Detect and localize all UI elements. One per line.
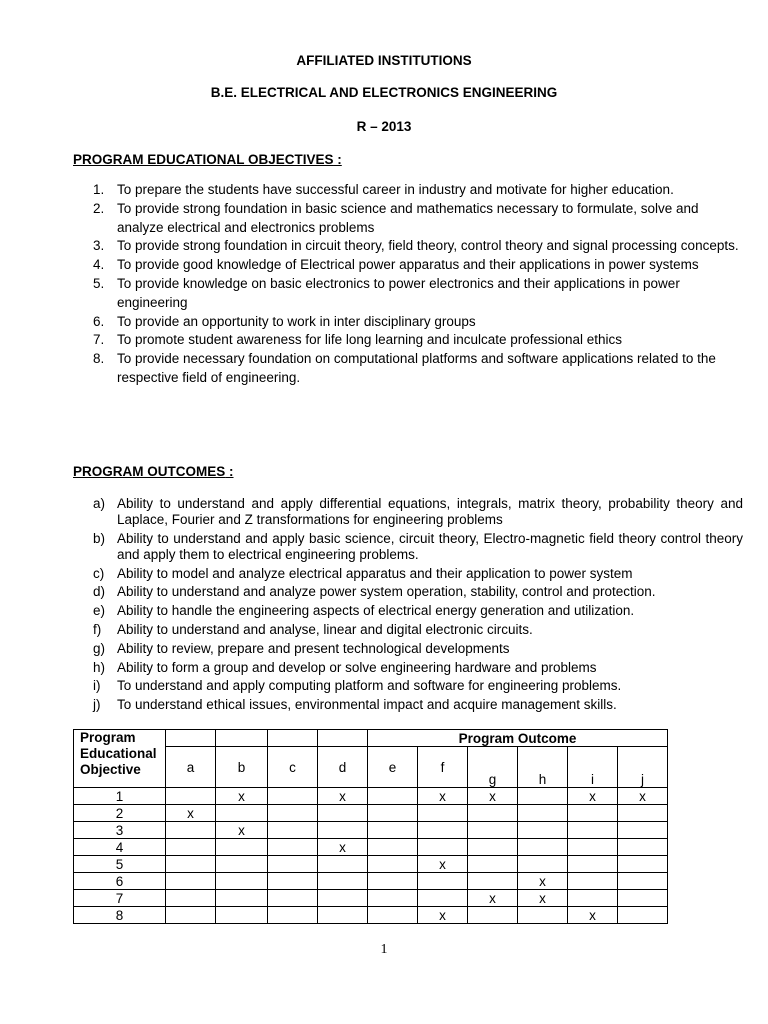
- po-item-text: Ability to understand and apply differential equations, integrals, matrix theory, probability theory and Laplace, Fourier and Z transformations for engineering problems: [117, 496, 743, 527]
- table-row: [74, 907, 668, 924]
- peo-number-cell: 1: [74, 788, 166, 805]
- mapping-cell: [568, 856, 618, 873]
- mapping-cell: [468, 907, 518, 924]
- table-row: [74, 873, 668, 890]
- po-item-text: Ability to review, prepare and present technological developments: [117, 640, 510, 656]
- table-header-row: [74, 730, 668, 747]
- po-item-letter: f): [93, 621, 102, 637]
- blank-header-cell: [268, 730, 318, 747]
- peo-item-text: To promote student awareness for life long learning and inculcate professional ethics: [117, 332, 623, 348]
- mapping-cell: [268, 890, 318, 907]
- table-row: [74, 856, 668, 873]
- mapping-cell: x: [568, 907, 618, 924]
- po-item-text: Ability to understand and analyze power system operation, stability, control and protection.: [117, 584, 656, 600]
- peo-item: [93, 237, 743, 256]
- mapping-cell: [368, 856, 418, 873]
- mapping-cell: [318, 805, 368, 822]
- program-outcome-header: Program Outcome: [368, 730, 668, 747]
- mapping-cell: [618, 856, 668, 873]
- mapping-cell: [368, 805, 418, 822]
- mapping-cell: [518, 788, 568, 805]
- mapping-cell: [216, 890, 268, 907]
- mapping-cell: [568, 890, 618, 907]
- po-item: [93, 697, 743, 713]
- po-item-letter: h): [93, 659, 106, 675]
- mapping-cell: [568, 839, 618, 856]
- peo-heading: [73, 152, 342, 167]
- mapping-cell: [618, 873, 668, 890]
- mapping-cell: [166, 907, 216, 924]
- column-header-h: h: [518, 747, 568, 788]
- peo-item: [93, 256, 743, 275]
- peo-item-text: To prepare the students have successful career in industry and motivate for higher education.: [117, 182, 674, 197]
- mapping-cell: [368, 822, 418, 839]
- peo-item-number: 6.: [93, 313, 105, 329]
- po-item-letter: a): [93, 496, 106, 511]
- mapping-cell: [268, 805, 318, 822]
- po-item-text: Ability to understand and analyse, linear and digital electronic circuits.: [117, 621, 533, 637]
- mapping-cell: [418, 805, 468, 822]
- mapping-cell: [216, 839, 268, 856]
- document-title: AFFILIATED INSTITUTIONS: [296, 53, 472, 68]
- peo-number-cell: 8: [74, 907, 166, 924]
- mapping-cell: [216, 856, 268, 873]
- mapping-cell: [318, 822, 368, 839]
- mapping-cell: [216, 907, 268, 924]
- po-item-text: Ability to handle the engineering aspects of electrical energy generation and utilization.: [117, 603, 635, 619]
- peo-item-number: 8.: [93, 351, 105, 367]
- po-heading-text: PROGRAM OUTCOMES: [73, 464, 226, 479]
- po-item: [93, 678, 743, 694]
- po-item: [93, 641, 743, 657]
- po-heading-colon: :: [225, 464, 234, 479]
- table-row: [74, 822, 668, 839]
- column-header-d: d: [318, 747, 368, 788]
- peo-item: [93, 275, 743, 313]
- po-item: [93, 566, 743, 582]
- mapping-cell: [166, 822, 216, 839]
- peo-number-cell: 3: [74, 822, 166, 839]
- mapping-cell: [618, 907, 668, 924]
- po-item-text: Ability to form a group and develop or solve engineering hardware and problems: [117, 659, 597, 675]
- po-item-text: To understand ethical issues, environmental impact and acquire management skills.: [117, 697, 617, 713]
- po-item-text: Ability to model and analyze electrical apparatus and their application to power system: [117, 565, 633, 581]
- mapping-cell: x: [216, 788, 268, 805]
- mapping-cell: [268, 839, 318, 856]
- blank-header-cell: [216, 730, 268, 747]
- peo-number-cell: 4: [74, 839, 166, 856]
- mapping-cell: x: [418, 856, 468, 873]
- mapping-cell: x: [318, 839, 368, 856]
- po-item: [93, 660, 743, 676]
- po-item-letter: c): [93, 565, 105, 581]
- mapping-cell: [518, 907, 568, 924]
- mapping-cell: [368, 873, 418, 890]
- peo-item-number: 7.: [93, 332, 105, 348]
- mapping-cell: x: [468, 890, 518, 907]
- page-number: 1: [380, 942, 388, 957]
- blank-header-cell: [318, 730, 368, 747]
- peo-item-number: 3.: [93, 238, 105, 254]
- mapping-cell: [318, 907, 368, 924]
- mapping-cell: [618, 839, 668, 856]
- mapping-cell: [418, 822, 468, 839]
- row-header-line: Educational: [80, 746, 157, 761]
- blank-header-cell: [166, 730, 216, 747]
- table-row: [74, 805, 668, 822]
- row-header-line: Objective: [80, 762, 141, 777]
- mapping-cell: [518, 805, 568, 822]
- po-heading: [73, 464, 234, 479]
- peo-number-cell: 5: [74, 856, 166, 873]
- mapping-cell: [568, 822, 618, 839]
- mapping-cell: [166, 839, 216, 856]
- peo-item: [93, 181, 743, 200]
- mapping-cell: [216, 873, 268, 890]
- po-item-letter: j): [93, 697, 101, 713]
- po-item-letter: i): [93, 678, 101, 694]
- po-item: [93, 496, 743, 528]
- po-item: [93, 622, 743, 638]
- po-item: [93, 584, 743, 600]
- row-header-line: Program: [80, 730, 136, 745]
- peo-item-text: To provide knowledge on basic electronics to power electronics and their applications in power engineering: [117, 275, 680, 310]
- mapping-cell: [268, 873, 318, 890]
- mapping-cell: [518, 839, 568, 856]
- mapping-cell: [166, 873, 216, 890]
- mapping-cell: [618, 890, 668, 907]
- mapping-cell: [618, 805, 668, 822]
- peo-heading-text: PROGRAM EDUCATIONAL OBJECTIVES: [73, 152, 334, 167]
- peo-item: [93, 331, 743, 350]
- mapping-cell: x: [216, 822, 268, 839]
- mapping-cell: [368, 839, 418, 856]
- mapping-cell: [468, 839, 518, 856]
- mapping-cell: [268, 788, 318, 805]
- mapping-cell: [618, 822, 668, 839]
- column-header-g: g: [468, 747, 518, 788]
- peo-number-cell: 6: [74, 873, 166, 890]
- mapping-cell: x: [318, 788, 368, 805]
- mapping-cell: x: [418, 788, 468, 805]
- mapping-cell: [166, 788, 216, 805]
- mapping-cell: x: [518, 890, 568, 907]
- mapping-cell: [368, 890, 418, 907]
- peo-number-cell: 7: [74, 890, 166, 907]
- table-row: [74, 839, 668, 856]
- mapping-cell: [216, 805, 268, 822]
- po-item: [93, 603, 743, 619]
- mapping-cell: x: [418, 907, 468, 924]
- mapping-cell: [518, 822, 568, 839]
- mapping-cell: [468, 873, 518, 890]
- po-item-text: To understand and apply computing platform and software for engineering problems.: [117, 678, 622, 694]
- mapping-cell: [268, 907, 318, 924]
- mapping-cell: [568, 873, 618, 890]
- peo-item-text: To provide necessary foundation on computational platforms and software applications related to the respective field of engineering.: [117, 351, 716, 385]
- column-header-j: j: [618, 747, 668, 788]
- mapping-cell: [318, 873, 368, 890]
- peo-item: [93, 200, 743, 238]
- mapping-cell: [368, 788, 418, 805]
- mapping-cell: [468, 856, 518, 873]
- peo-item-text: To provide strong foundation in basic science and mathematics necessary to formulate, solve and analyze electrical and electronics problems: [117, 200, 699, 235]
- peo-list: [93, 181, 743, 388]
- po-item-letter: b): [93, 530, 106, 546]
- mapping-cell: x: [468, 788, 518, 805]
- mapping-cell: [418, 873, 468, 890]
- table-row: [74, 890, 668, 907]
- peo-item: [93, 313, 743, 332]
- mapping-cell: [418, 839, 468, 856]
- peo-item-number: 2.: [93, 200, 105, 216]
- peo-number-cell: 2: [74, 805, 166, 822]
- po-item-letter: e): [93, 603, 106, 619]
- po-item-text: Ability to understand and apply basic science, circuit theory, Electro-magnetic field theory control theory and apply them to electrical engineering problems.: [117, 530, 743, 562]
- peo-item-text: To provide an opportunity to work in inter disciplinary groups: [117, 313, 476, 329]
- table-row: [74, 788, 668, 805]
- po-item-letter: d): [93, 584, 106, 600]
- column-header-f: f: [418, 747, 468, 788]
- mapping-cell: x: [568, 788, 618, 805]
- peo-item-number: 4.: [93, 257, 105, 273]
- mapping-cell: [268, 822, 318, 839]
- po-list: [93, 496, 743, 716]
- mapping-cell: [318, 890, 368, 907]
- mapping-cell: [368, 907, 418, 924]
- po-item: [93, 531, 743, 563]
- regulation: R – 2013: [356, 119, 412, 134]
- peo-item-number: 5.: [93, 275, 105, 291]
- column-header-a: a: [166, 747, 216, 788]
- program-name: B.E. ELECTRICAL AND ELECTRONICS ENGINEERING: [210, 85, 558, 100]
- peo-item-number: 1.: [93, 182, 105, 197]
- peo-item: [93, 350, 743, 388]
- mapping-cell: [318, 856, 368, 873]
- column-header-c: c: [268, 747, 318, 788]
- mapping-cell: [568, 805, 618, 822]
- mapping-cell: x: [166, 805, 216, 822]
- mapping-cell: x: [518, 873, 568, 890]
- mapping-cell: [468, 805, 518, 822]
- peo-po-mapping-table: [73, 729, 668, 924]
- mapping-cell: x: [618, 788, 668, 805]
- mapping-cell: [468, 822, 518, 839]
- column-header-e: e: [368, 747, 418, 788]
- peo-heading-colon: :: [333, 152, 342, 167]
- mapping-cell: [418, 890, 468, 907]
- row-header-cell: [74, 730, 166, 788]
- peo-item-text: To provide strong foundation in circuit theory, field theory, control theory and signal processing concepts.: [117, 238, 739, 254]
- mapping-cell: [268, 856, 318, 873]
- mapping-cell: [166, 890, 216, 907]
- peo-item-text: To provide good knowledge of Electrical power apparatus and their applications in power systems: [117, 257, 699, 273]
- column-header-i: i: [568, 747, 618, 788]
- mapping-cell: [518, 856, 568, 873]
- mapping-cell: [166, 856, 216, 873]
- column-header-b: b: [216, 747, 268, 788]
- po-item-letter: g): [93, 640, 106, 656]
